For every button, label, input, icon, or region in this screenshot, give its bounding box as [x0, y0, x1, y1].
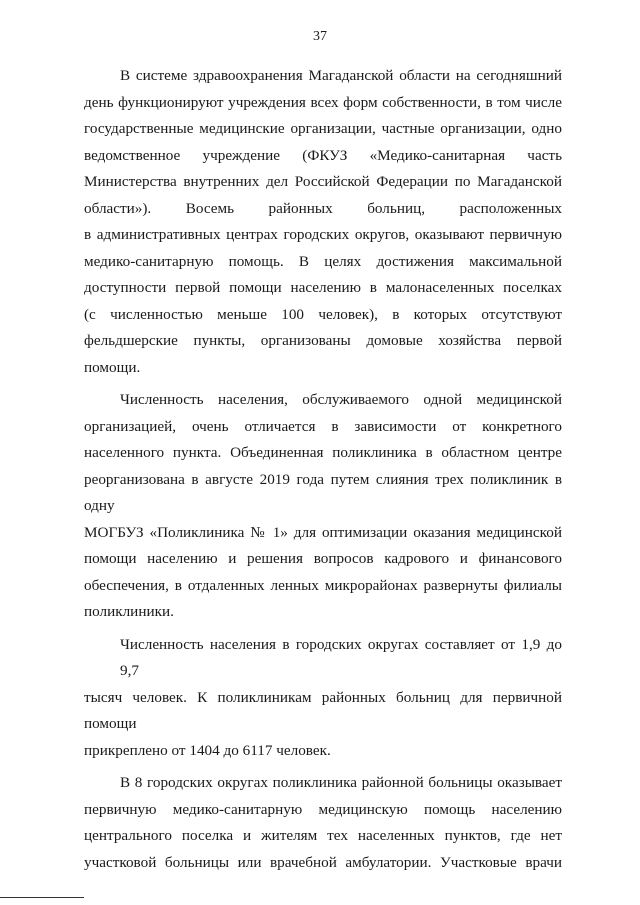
text-line: государственные медицинские организации, частные организации, одно: [84, 120, 562, 137]
text-line: обеспечения, в отдаленных ленных микрорайонах развернуты филиалы: [84, 576, 562, 594]
text-line: организацией, очень отличается в зависимости от конкретного: [84, 417, 562, 435]
text-line: в административных центрах городских округов, оказывают первичную: [84, 226, 562, 243]
text-line: Министерства внутренних дел Российской Федерации по Магаданской: [84, 173, 562, 190]
text-line: МОГБУЗ «Поликлиника № 1» для оптимизации оказания медицинской: [84, 523, 562, 541]
text-line: участковой больницы или врачебной амбулатории. Участковые врачи: [84, 853, 562, 871]
text-line: (с численностью меньше 100 человек), в которых отсутствуют: [84, 305, 562, 323]
text-line: медико-санитарную помощь. В целях достижения максимальной: [84, 252, 562, 270]
text-line: Численность населения в городских округах составляет от 1,9 до 9,7: [120, 635, 562, 679]
text-line: тысяч человек. К поликлиникам районных больниц для первичной помощи: [84, 688, 562, 732]
page-number: 37: [313, 29, 327, 44]
paragraph-district-polyclinics: [84, 770, 562, 876]
text-line: прикреплено от 1404 до 6117 человек.: [84, 741, 331, 759]
paragraph-healthcare-system: [84, 63, 562, 381]
text-line: населенного пункта. Объединенная поликлиника в областном центре: [84, 444, 562, 461]
text-line: первичную медико-санитарную медицинскую помощь населению: [84, 800, 562, 818]
text-line: день функционируют учреждения всех форм собственности, в том числе: [84, 93, 562, 111]
text-line: фельдшерские пункты, организованы домовые хозяйства первой помощи.: [84, 332, 562, 376]
text-line: В 8 городских округах поликлиника районной больницы оказывает: [120, 774, 562, 791]
text-line: помощи населению и решения вопросов кадрового и финансового: [84, 550, 562, 567]
text-line: области»). Восемь районных больниц, расположенных: [84, 199, 562, 217]
text-line: доступности первой помощи населению в малонаселенных поселках: [84, 279, 562, 296]
footnote-divider: [0, 897, 84, 898]
document-body: [84, 63, 562, 876]
text-line: ведомственное учреждение (ФКУЗ «Медико-санитарная часть: [84, 146, 562, 164]
text-line: реорганизована в августе 2019 года путем слияния трех поликлиник в одну: [84, 470, 562, 514]
text-line: поликлиники.: [84, 603, 174, 620]
text-line: центрального поселка и жителям тех населенных пунктов, где нет: [84, 827, 562, 844]
text-line: Численность населения, обслуживаемого одной медицинской: [120, 391, 562, 408]
text-line: В системе здравоохранения Магаданской области на сегодняшний: [120, 67, 562, 84]
paragraph-population-numbers: [84, 632, 562, 765]
paragraph-population-served: [84, 387, 562, 626]
